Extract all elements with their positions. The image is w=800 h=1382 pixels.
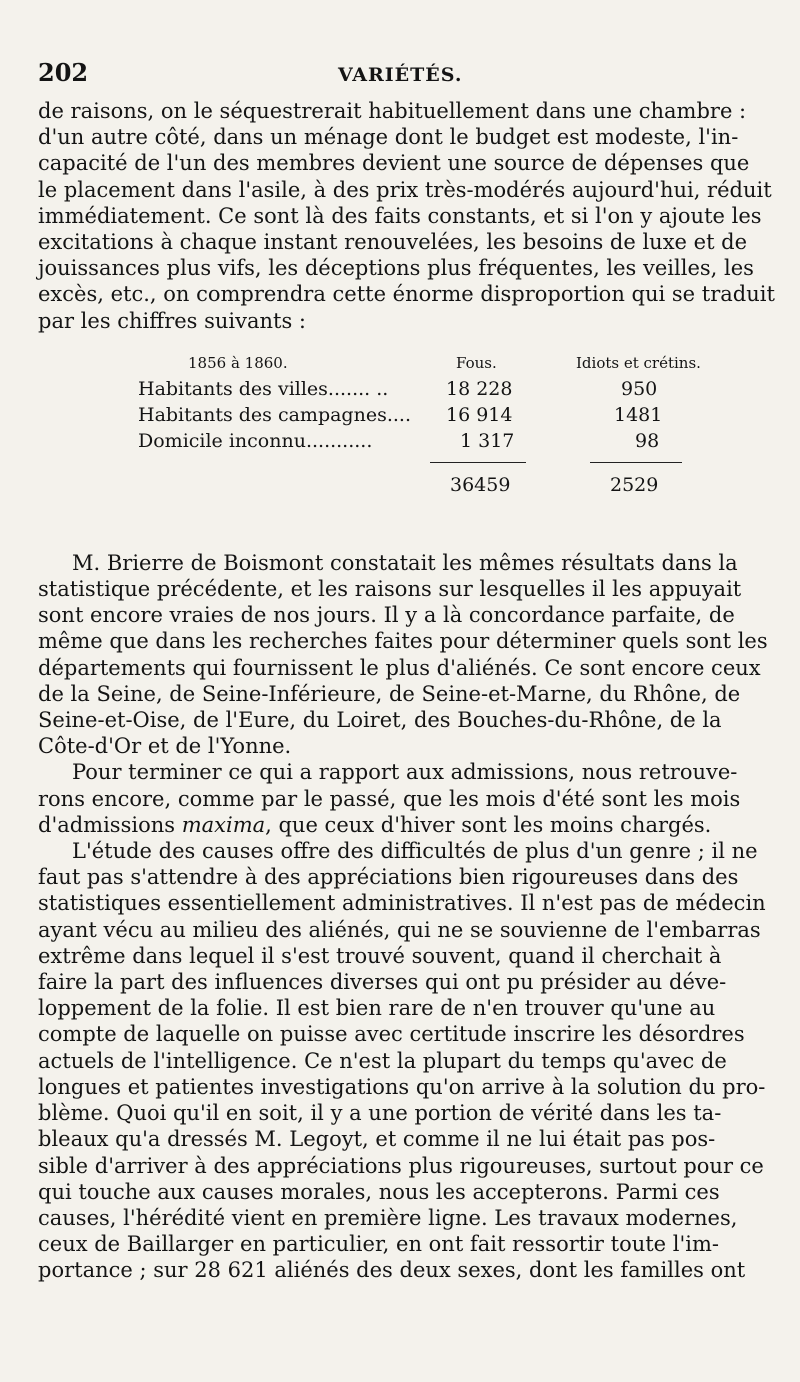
text-line: longues et patientes investigations qu'on arrive à la solution du pro- — [38, 1074, 766, 1099]
text-line: jouissances plus vifs, les déceptions plus fréquentes, les veilles, les — [38, 256, 754, 281]
statistics-table — [38, 354, 760, 544]
text-line: Seine-et-Oise, de l'Eure, du Loiret, des Bouches-du-Rhône, de la — [38, 708, 722, 733]
text-line: Pour terminer ce qui a rapport aux admissions, nous retrouve- — [72, 760, 738, 785]
paragraph-causes — [38, 838, 766, 1283]
table-cell-idiots: 98 — [635, 429, 660, 452]
text-line: excitations à chaque instant renouvelées, les besoins de luxe et de — [38, 230, 748, 255]
running-head — [38, 58, 760, 98]
sum-rule — [430, 462, 526, 463]
table-row-label: Habitants des villes....... .. — [138, 377, 389, 400]
text-line: de la Seine, de Seine-Inférieure, de Seine-et-Marne, du Rhône, de — [38, 681, 741, 706]
paragraph-brierre — [38, 550, 768, 760]
text-line: loppement de la folie. Il est bien rare de n'en trouver qu'une au — [38, 996, 716, 1021]
intro-paragraph — [38, 98, 775, 334]
table-period-header: 1856 à 1860. — [188, 353, 288, 372]
text-line: statistiques essentiellement administratives. Il n'est pas de médecin — [38, 891, 766, 916]
text-fragment: , que ceux d'hiver sont les moins chargés. — [265, 812, 712, 837]
sum-rule — [590, 462, 682, 463]
section-title: VARIÉTÉS. — [338, 64, 463, 86]
table-cell-idiots: 1481 — [614, 403, 663, 426]
text-line: capacité de l'un des membres devient une source de dépenses que — [38, 151, 750, 176]
text-line: sont encore vraies de nos jours. Il y a là concordance parfaite, de — [38, 603, 735, 628]
text-line: ceux de Baillarger en particulier, en ont fait ressortir toute l'im- — [38, 1232, 720, 1257]
text-line: faire la part des influences diverses qui ont pu présider au déve- — [38, 970, 727, 995]
text-line: actuels de l'intelligence. Ce n'est la plupart du temps qu'avec de — [38, 1048, 727, 1073]
text-line: d'un autre côté, dans un ménage dont le budget est modeste, l'in- — [38, 125, 739, 150]
text-line: ayant vécu au milieu des aliénés, qui ne se souvienne de l'embarras — [38, 917, 761, 942]
text-line: qui touche aux causes morales, nous les accepterons. Parmi ces — [38, 1179, 720, 1204]
paragraph-admissions — [38, 759, 760, 838]
text-line: portance ; sur 28 621 aliénés des deux sexes, dont les familles ont — [38, 1258, 746, 1283]
table-row-label: Habitants des campagnes.... — [138, 403, 411, 426]
text-line: extrême dans lequel il s'est trouvé souvent, quand il cherchait à — [38, 943, 722, 968]
text-line: statistique précédente, et les raisons sur lesquelles il les appuyait — [38, 577, 742, 602]
text-line: compte de laquelle on puisse avec certitude inscrire les désordres — [38, 1022, 745, 1047]
text-line: M. Brierre de Boismont constatait les mêmes résultats dans la — [72, 550, 738, 575]
text-fragment: d'admissions — [38, 812, 182, 837]
table-row-label: Domicile inconnu........... — [138, 429, 373, 452]
text-line: blème. Quoi qu'il en soit, il y a une portion de vérité dans les ta- — [38, 1101, 722, 1126]
page-number: 202 — [38, 58, 89, 87]
text-line: excès, etc., on comprendra cette énorme disproportion qui se traduit — [38, 282, 775, 307]
text-line: même que dans les recherches faites pour déterminer quels sont les — [38, 629, 768, 654]
table-cell-idiots: 950 — [621, 377, 658, 400]
text-line: départements qui fournissent le plus d'aliénés. Ce sont encore ceux — [38, 655, 761, 680]
text-line: L'étude des causes offre des difficultés de plus d'un genre ; il ne — [72, 839, 758, 864]
table-column-fous: Fous. — [456, 353, 497, 372]
text-line: de raisons, on le séquestrerait habituellement dans une chambre : — [38, 99, 747, 123]
italic-term: maxima — [181, 812, 266, 837]
text-line: le placement dans l'asile, à des prix très-modérés aujourd'hui, réduit — [38, 177, 772, 202]
text-line — [38, 812, 760, 838]
table-total-fous: 36459 — [450, 473, 511, 496]
table-column-idiots: Idiots et crétins. — [576, 353, 701, 372]
table-total-idiots: 2529 — [610, 473, 659, 496]
text-line: rons encore, comme par le passé, que les mois d'été sont les mois — [38, 786, 741, 811]
text-line: causes, l'hérédité vient en première ligne. Les travaux modernes, — [38, 1205, 738, 1230]
text-line: faut pas s'attendre à des appréciations bien rigoureuses dans des — [38, 865, 739, 890]
text-line: par les chiffres suivants : — [38, 308, 307, 333]
text-line: immédiatement. Ce sont là des faits constants, et si l'on y ajoute les — [38, 203, 762, 228]
table-cell-fous: 18 228 — [446, 377, 513, 400]
table-cell-fous: 16 914 — [446, 403, 513, 426]
text-line: bleaux qu'a dressés M. Legoyt, et comme il ne lui était pas pos- — [38, 1127, 716, 1152]
text-line: sible d'arriver à des appréciations plus rigoureuses, surtout pour ce — [38, 1153, 764, 1178]
text-line: Côte-d'Or et de l'Yonne. — [38, 734, 292, 759]
table-cell-fous: 1 317 — [460, 429, 515, 452]
